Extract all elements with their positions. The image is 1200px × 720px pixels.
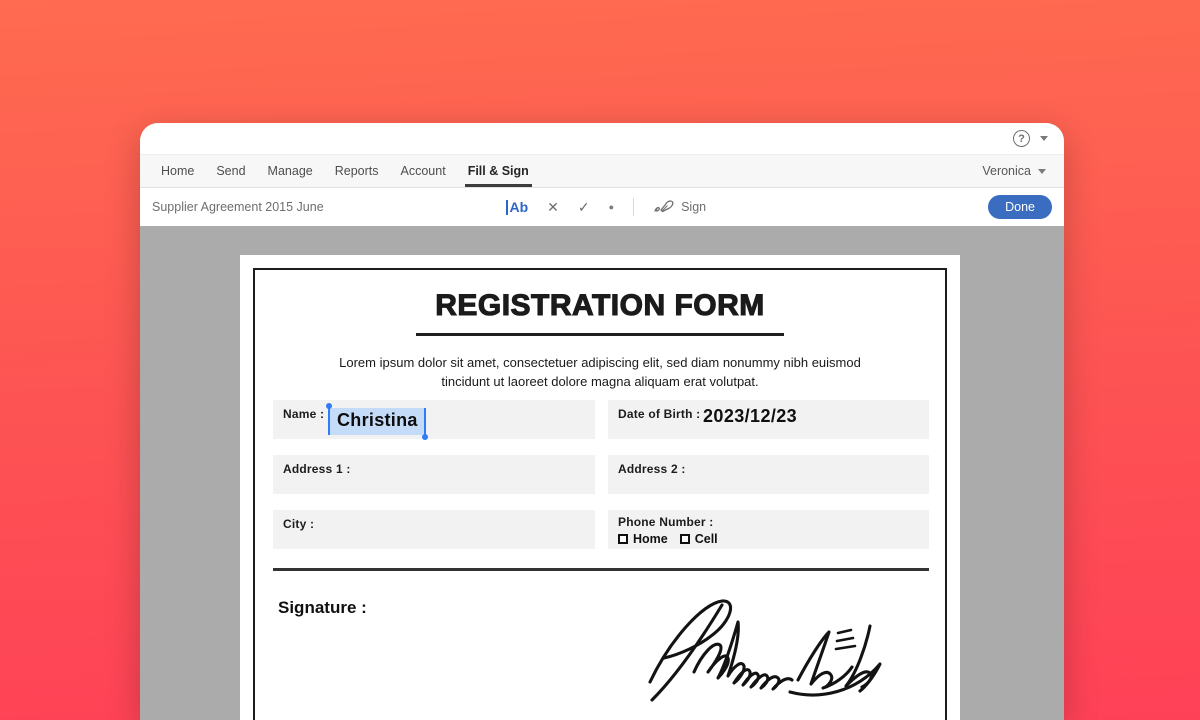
document-title: Supplier Agreement 2015 June (152, 200, 324, 214)
titlebar (140, 123, 1064, 155)
done-button[interactable]: Done (988, 195, 1052, 219)
dot-tool-button[interactable]: ● (608, 202, 615, 212)
text-caret-icon (506, 200, 508, 215)
check-tool-button[interactable]: ✓ (577, 198, 590, 215)
name-field[interactable] (273, 400, 595, 439)
fill-sign-toolbar (140, 188, 1064, 226)
city-label: City : (283, 517, 315, 531)
name-label: Name : (283, 407, 325, 421)
intro-line-2: tincidunt ut laoreet dolore magna aliquam erat volutpat. (441, 374, 759, 389)
tab-reports[interactable]: Reports (334, 164, 379, 178)
tab-home[interactable]: Home (161, 164, 195, 178)
annotation-tools (506, 188, 706, 226)
chevron-down-icon[interactable] (1040, 136, 1048, 141)
address1-label: Address 1 : (283, 462, 351, 476)
nav-tabbar (140, 155, 1064, 188)
name-input[interactable] (328, 408, 426, 435)
selection-handle-start[interactable] (328, 408, 330, 435)
selection-handle-end[interactable] (424, 408, 426, 435)
address2-field[interactable] (608, 455, 929, 494)
text-tool-button[interactable]: Ab (506, 199, 528, 215)
tab-send[interactable]: Send (216, 164, 246, 178)
cross-tool-button[interactable]: ✕ (547, 198, 559, 215)
user-menu[interactable] (982, 155, 1054, 187)
phone-option-cell[interactable] (680, 532, 718, 546)
document-canvas[interactable] (140, 226, 1064, 720)
home-checkbox-icon[interactable] (618, 534, 628, 544)
cell-checkbox-icon[interactable] (680, 534, 690, 544)
name-value[interactable]: Christina (330, 408, 424, 435)
phone-field[interactable] (608, 510, 929, 549)
dob-label: Date of Birth : (618, 407, 701, 421)
tab-manage[interactable]: Manage (267, 164, 313, 178)
intro-line-1: Lorem ipsum dolor sit amet, consectetuer adipiscing elit, sed diam nonummy nibh euismod (339, 355, 861, 370)
dob-field[interactable] (608, 400, 929, 439)
user-name: Veronica (982, 164, 1031, 178)
home-option-label: Home (633, 532, 668, 546)
form-title: REGISTRATION FORM (435, 289, 765, 322)
cell-option-label: Cell (694, 532, 718, 546)
address2-label: Address 2 : (618, 462, 686, 476)
toolbar-divider (633, 198, 634, 216)
sign-tool-button[interactable]: Sign (653, 199, 706, 215)
tab-fill-and-sign[interactable]: Fill & Sign (457, 155, 540, 187)
dob-value[interactable]: 2023/12/23 (703, 406, 798, 426)
phone-options (618, 532, 919, 546)
signature-label: Signature : (278, 598, 367, 617)
address1-field[interactable] (273, 455, 595, 494)
signature-image[interactable] (638, 588, 908, 703)
phone-option-home[interactable] (618, 532, 668, 546)
pen-nib-icon (653, 199, 675, 215)
phone-label: Phone Number : (618, 515, 714, 529)
section-divider (273, 568, 929, 571)
app-window (140, 123, 1064, 720)
caret-down-icon (1038, 169, 1046, 174)
help-icon[interactable]: ? (1013, 130, 1030, 147)
city-field[interactable] (273, 510, 595, 549)
tab-account[interactable]: Account (400, 164, 446, 178)
document-page (240, 255, 960, 720)
